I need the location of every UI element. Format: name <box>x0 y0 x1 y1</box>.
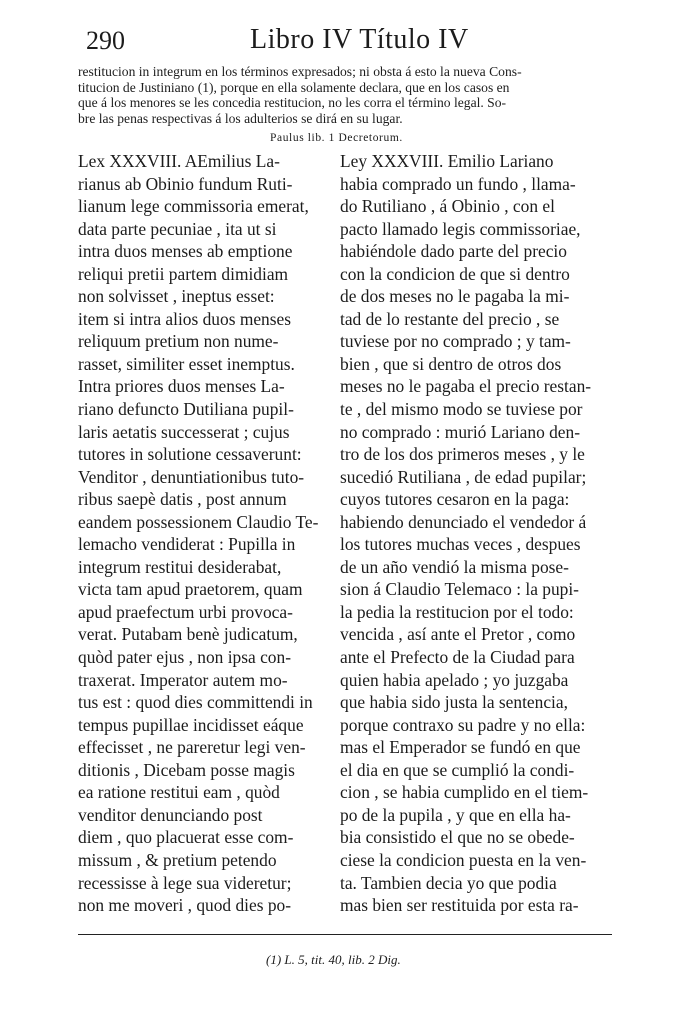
latin-text-line: ea ratione restitui eam , quòd <box>78 782 280 803</box>
spanish-text-line: porque contraxo su padre y no ella: <box>340 714 586 735</box>
spanish-text-line: que habia sido justa la sentencia, <box>340 692 568 713</box>
spanish-text-line: habia comprado un fundo , llama- <box>340 173 576 194</box>
intro-line: bre las penas respectivas á los adulterios se dirá en su lugar. <box>78 110 403 126</box>
latin-text-line: ditionis , Dicebam posse magis <box>78 759 295 780</box>
footnote-divider <box>78 934 612 935</box>
spanish-text-line: habiendo denunciado el vendedor á <box>340 511 587 532</box>
latin-text-line: laris aetatis successerat ; cujus <box>78 421 290 442</box>
latin-text-line: lemacho vendiderat : Pupilla in <box>78 534 296 555</box>
spanish-text-line: habiéndole dado parte del precio <box>340 241 567 262</box>
latin-text-line: data parte pecuniae , ita ut si <box>78 218 277 239</box>
page-number: 290 <box>86 26 125 55</box>
spanish-text-line: la pedia la restitucion por el todo: <box>340 601 574 622</box>
latin-text-line: traxerat. Imperator autem mo- <box>78 669 288 690</box>
spanish-text-line: de dos meses no le pagaba la mi- <box>340 286 570 307</box>
latin-text-line: effecisset , ne pareretur legi ven- <box>78 737 306 758</box>
spanish-text-line: cuyos tutores cesaron en la paga: <box>340 489 570 510</box>
latin-text-line: ribus saepè datis , post annum <box>78 489 287 510</box>
latin-text-line: non me moveri , quod dies po- <box>78 895 292 916</box>
latin-text-line: eandem possessionem Claudio Te- <box>78 511 319 532</box>
latin-text-line: apud praefectum urbi provoca- <box>78 601 293 622</box>
spanish-text-line: te , del mismo modo se tuviese por <box>340 399 583 420</box>
latin-text-line: missum , & pretium petendo <box>78 849 277 870</box>
spanish-text-line: el dia en que se cumplió la condi- <box>340 759 575 780</box>
spanish-text-line: do Rutiliano , á Obinio , con el <box>340 196 555 217</box>
spanish-text-line: tuviese por no comprado ; y tam- <box>340 331 571 352</box>
latin-text-line: riano defuncto Dutiliana pupil- <box>78 399 294 420</box>
latin-text-line: tempus pupillae incidisset eáque <box>78 714 304 735</box>
spanish-text-line: quien habia apelado ; yo juzgaba <box>340 669 569 690</box>
latin-text-line: verat. Putabam benè judicatum, <box>78 624 298 645</box>
spanish-text-line: sucedió Rutiliana , de edad pupilar; <box>340 466 587 487</box>
spanish-text-line: no comprado : murió Lariano den- <box>340 421 581 442</box>
latin-text-line: venditor denunciando post <box>78 804 263 825</box>
spanish-text-line: ta. Tambien decia yo que podia <box>340 872 557 893</box>
source-attribution: Paulus lib. 1 Decretorum. <box>270 132 403 144</box>
latin-text-line: reliqui pretii partem dimidiam <box>78 263 289 284</box>
intro-line: que á los menores se les concedia restitucion, no les corra el término legal. So- <box>78 95 507 111</box>
spanish-text-line: meses no le pagaba el precio restan- <box>340 376 592 397</box>
intro-paragraph <box>78 64 616 126</box>
latin-text-line: diem , quo placuerat esse com- <box>78 827 294 848</box>
footnote: (1) L. 5, tit. 40, lib. 2 Dig. <box>266 952 401 967</box>
latin-text-line: Lex XXXVIII. AEmilius La- <box>78 151 280 171</box>
latin-text-line: tutores in solutione cessaverunt: <box>78 444 302 465</box>
latin-column <box>78 150 322 917</box>
spanish-text-line: po de la pupila , y que en ella ha- <box>340 804 571 825</box>
latin-text-line: non solvisset , ineptus esset: <box>78 286 275 307</box>
intro-line: titucion de Justiniano (1), porque en ella solamente declara, que en los casos en <box>78 79 510 95</box>
latin-text-line: quòd pater ejus , non ipsa con- <box>78 647 291 668</box>
latin-text-line: victa tam apud praetorem, quam <box>78 579 303 600</box>
latin-text-line: item si intra alios duos menses <box>78 308 292 329</box>
latin-text-line: intra duos menses ab emptione <box>78 241 293 262</box>
running-title: Libro IV Título IV <box>250 24 469 55</box>
latin-text-line: rasset, similiter esset inemptus. <box>78 353 295 374</box>
spanish-text-line: sion á Claudio Telemaco : la pupi- <box>340 579 579 600</box>
spanish-text-line: bien , que si dentro de otros dos <box>340 353 562 374</box>
latin-text-line: recessisse à lege sua videretur; <box>78 872 292 893</box>
spanish-text-line: mas el Emperador se fundó en que <box>340 737 581 758</box>
spanish-text-line: ante el Prefecto de la Ciudad para <box>340 647 575 668</box>
spanish-text-line: tad de lo restante del precio , se <box>340 308 560 329</box>
latin-text-line: integrum restitui desiderabat, <box>78 556 282 577</box>
spanish-text-line: de un año vendió la misma pose- <box>340 556 569 577</box>
spanish-text-line: mas bien ser restituida por esta ra- <box>340 895 579 916</box>
latin-text-line: tus est : quod dies committendi in <box>78 692 313 713</box>
spanish-text-line: vencida , así ante el Pretor , como <box>340 624 576 645</box>
latin-text-line: rianus ab Obinio fundum Ruti- <box>78 173 293 194</box>
spanish-text-line: pacto llamado legis commissoriae, <box>340 218 581 239</box>
latin-text-line: Intra priores duos menses La- <box>78 376 285 397</box>
spanish-column <box>340 150 612 917</box>
latin-text-line: Venditor , denuntiationibus tuto- <box>78 466 305 487</box>
latin-text-line: reliquum pretium non nume- <box>78 331 279 352</box>
spanish-text-line: los tutores muchas veces , despues <box>340 534 581 555</box>
spanish-text-line: Ley XXXVIII. Emilio Lariano <box>340 151 554 171</box>
intro-line: restitucion in integrum en los términos expresados; ni obsta á esto la nueva Cons- <box>78 64 522 79</box>
spanish-text-line: ciese la condicion puesta en la ven- <box>340 849 587 870</box>
latin-text-line: lianum lege commissoria emerat, <box>78 196 309 217</box>
spanish-text-line: con la condicion de que si dentro <box>340 263 570 284</box>
spanish-text-line: cion , se habia cumplido en el tiem- <box>340 782 589 803</box>
spanish-text-line: bia consistido el que no se obede- <box>340 827 575 848</box>
spanish-text-line: tro de los dos primeros meses , y le <box>340 444 585 465</box>
